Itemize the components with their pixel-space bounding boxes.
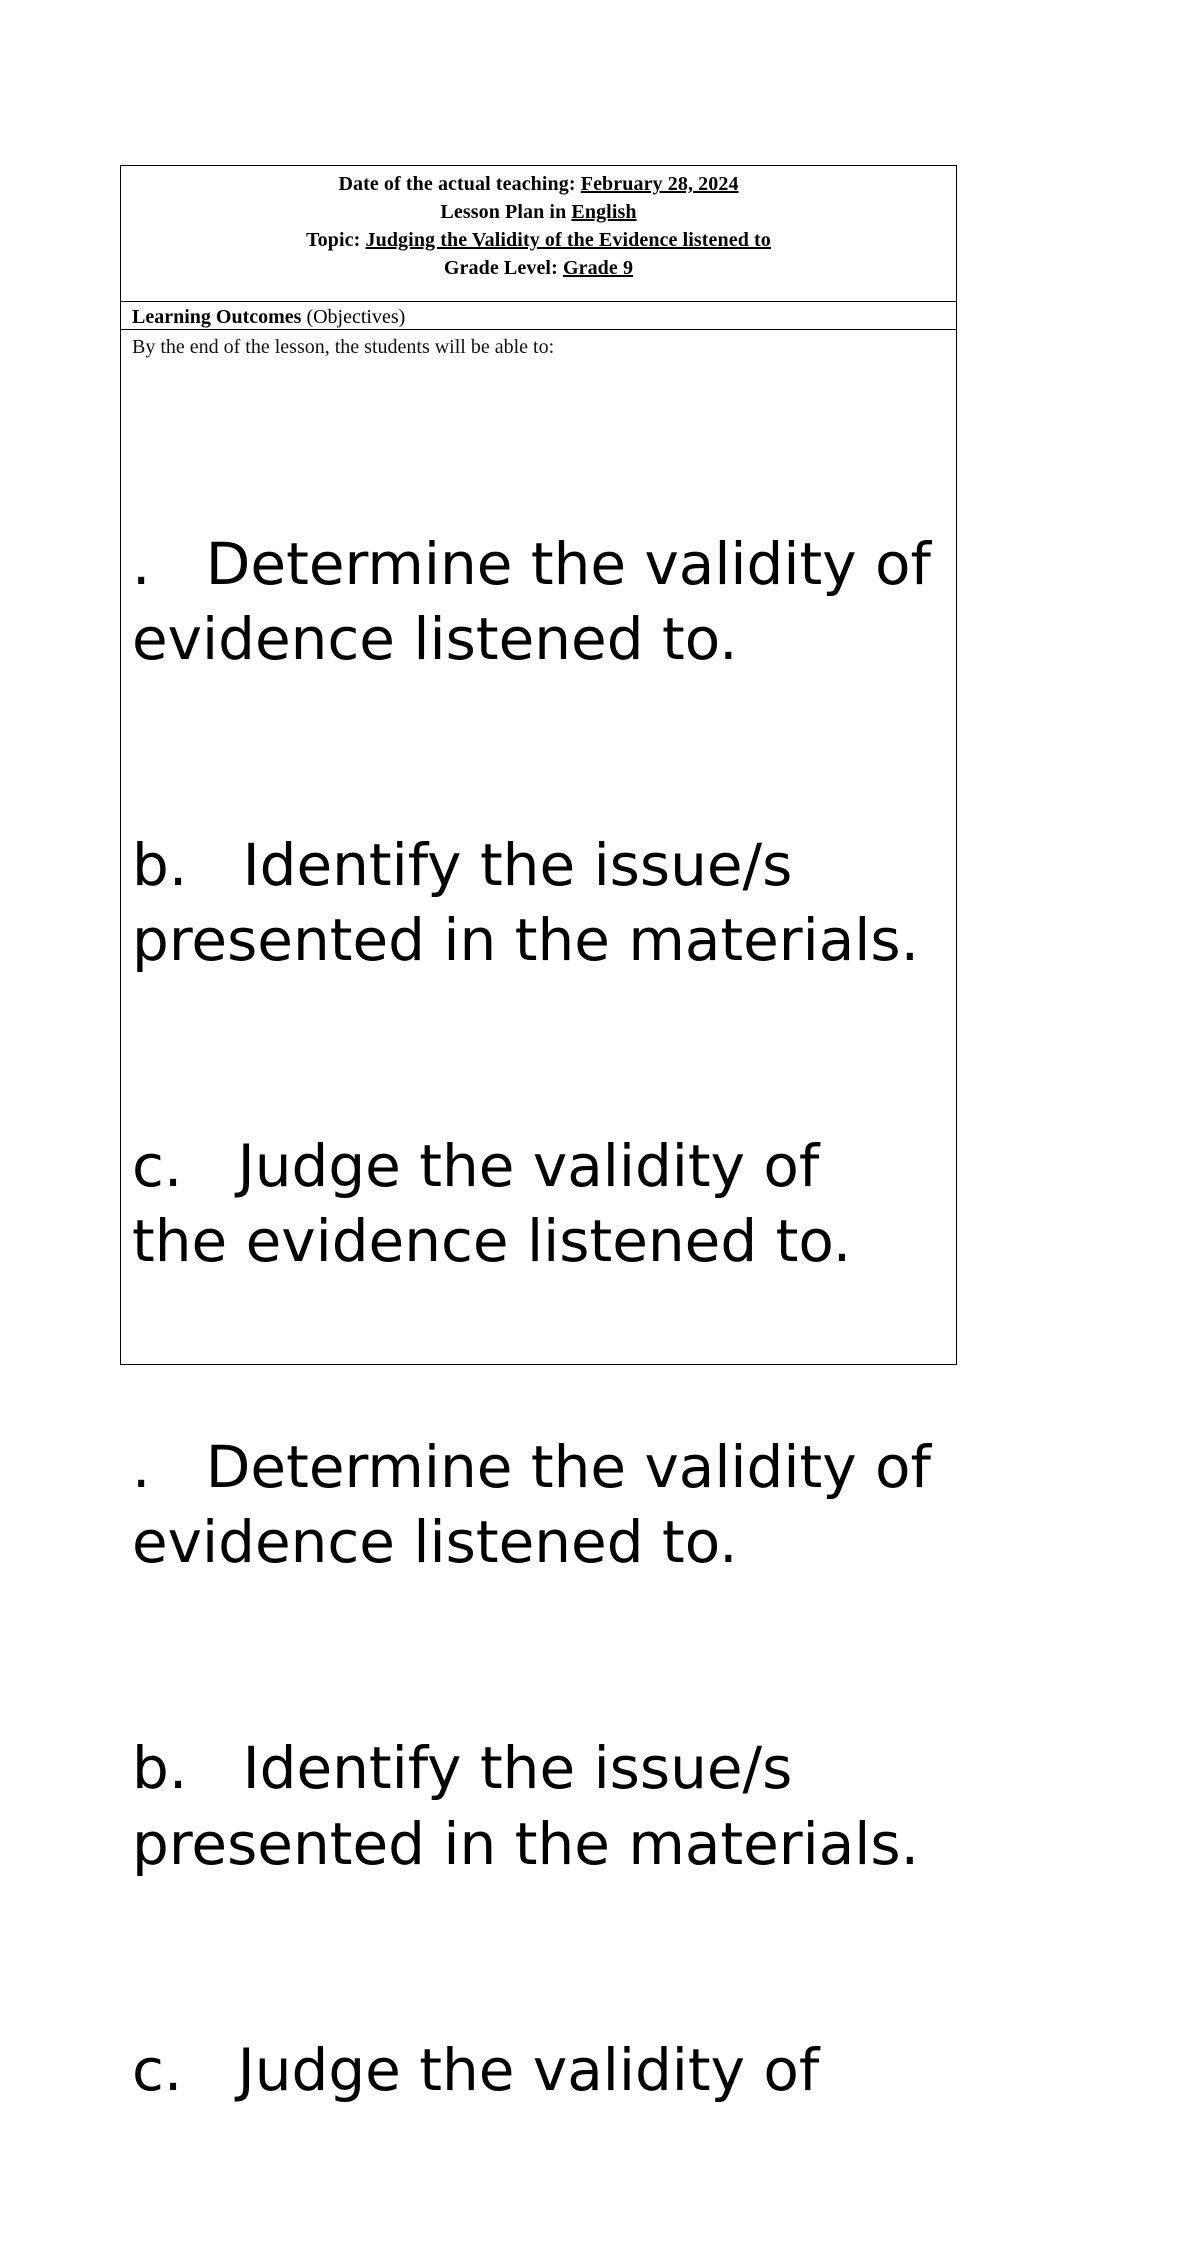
intro-text: By the end of the lesson, the students will be able to:: [132, 336, 555, 358]
topic-line: [121, 226, 956, 254]
topic-value: Judging the Validity of the Evidence listened to: [365, 229, 771, 251]
outcomes-title: Learning Outcomes: [132, 306, 302, 328]
grade-value: Grade 9: [562, 257, 634, 279]
objective-item: c. Judge the validity of the evidence listened to.: [132, 1131, 852, 1276]
plan-label: Lesson Plan in: [440, 201, 567, 223]
subject-line: [121, 198, 956, 226]
date-line: [121, 170, 956, 198]
grade-line: [121, 254, 956, 282]
lesson-plan-table: [120, 165, 957, 2104]
topic-label: Topic:: [306, 229, 361, 251]
learning-outcomes-heading: [121, 302, 956, 330]
outcomes-subtitle: (Objectives): [306, 306, 406, 328]
date-label: Date of the actual teaching:: [338, 173, 576, 195]
objective-item: c. Judge the validity of: [132, 2035, 820, 2104]
objective-item: b. Identify the issue/s presented in the materials.: [132, 1734, 920, 1878]
date-value: February 28, 2024: [580, 173, 739, 195]
objective-item: b. Identify the issue/s presented in the materials.: [132, 830, 920, 975]
outcomes-body-cell: [121, 330, 956, 2258]
objective-item: . Determine the validity of evidence listened to.: [132, 529, 950, 673]
subject-value: English: [571, 201, 637, 223]
objective-item: . Determine the validity of evidence listened to.: [132, 1433, 950, 1577]
objectives-list: [132, 376, 956, 2258]
header-cell: [121, 166, 956, 302]
grade-label: Grade Level:: [443, 257, 558, 279]
